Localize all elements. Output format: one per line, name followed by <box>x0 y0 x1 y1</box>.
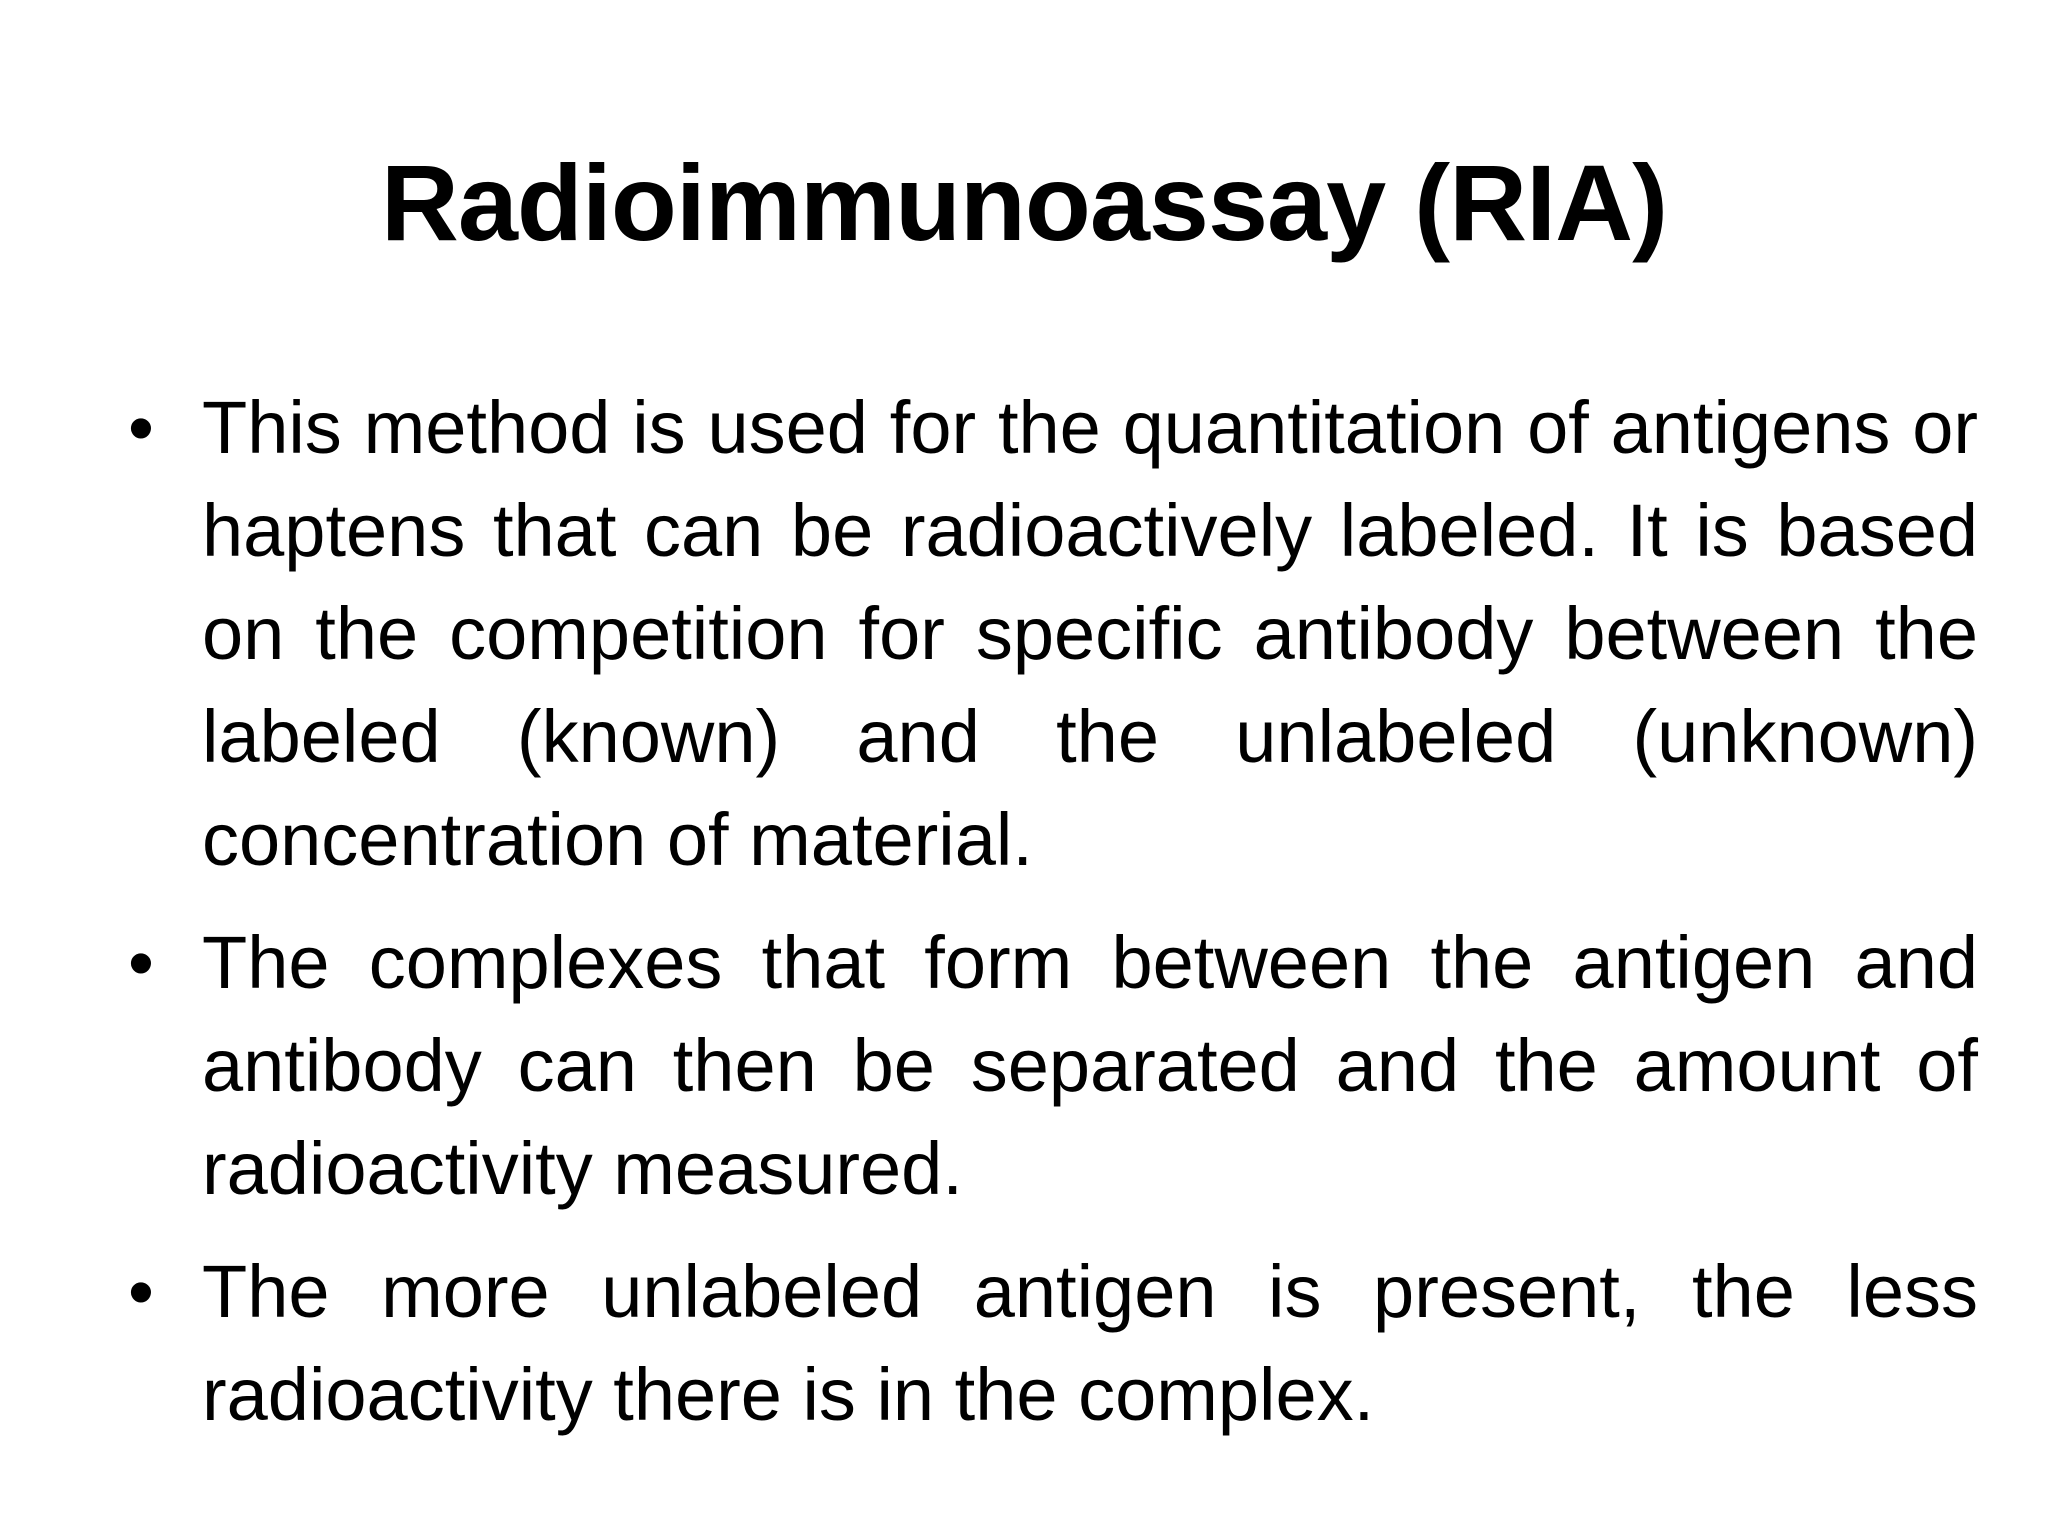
bullet-text: This method is used for the quantitation of antigens or haptens that can be radioactively labeled. It is based on the competition for specific antibody between the labeled (known) and the unlabeled (unknown) concentration of material. <box>202 386 1978 881</box>
bullet-text: The complexes that form between the antigen and antibody can then be separated and the amount of radioactivity measured. <box>202 921 1978 1210</box>
bullet-item <box>120 1240 1978 1446</box>
bullet-icon: • <box>128 1250 154 1333</box>
bullet-list <box>120 376 1978 1466</box>
bullet-item <box>120 911 1978 1220</box>
bullet-icon: • <box>128 921 154 1004</box>
bullet-text: The more unlabeled antigen is present, the less radioactivity there is in the complex. <box>202 1250 1978 1436</box>
slide-title: Radioimmunoassay (RIA) <box>380 142 1668 263</box>
bullet-item <box>120 376 1978 891</box>
bullet-icon: • <box>128 386 154 469</box>
